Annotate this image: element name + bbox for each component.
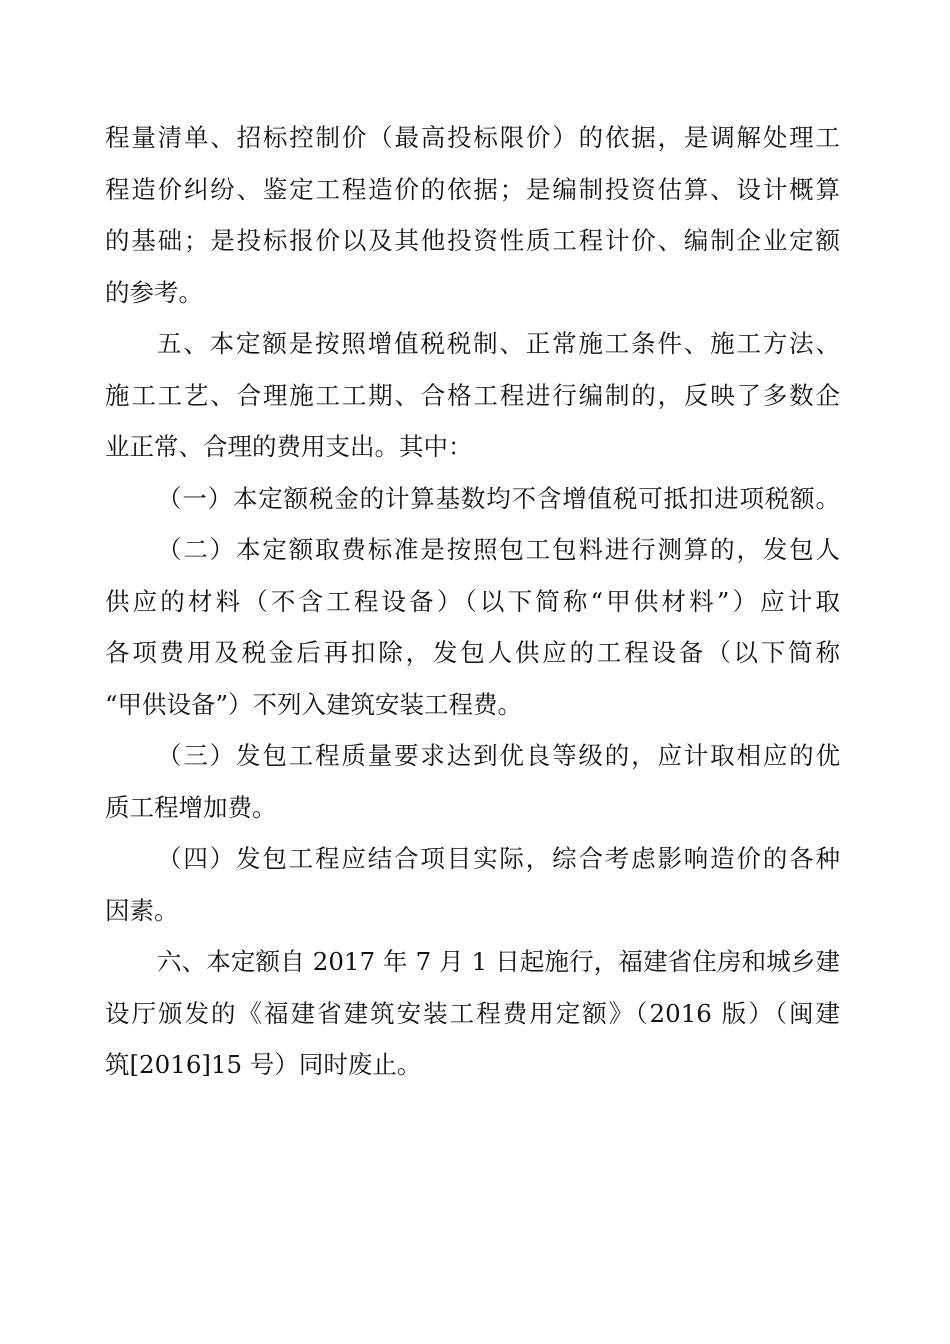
text-line: （三）发包工程质量要求达到优良等级的，应计取相应的优 [157, 741, 840, 770]
text-line: 程量清单、招标控制价（最高投标限价）的依据，是调解处理工 [105, 123, 840, 152]
text-line: 供应的材料（不含工程设备）（以下简称“甲供材料”）应计取 [105, 586, 840, 616]
text-line: “甲供设备”）不列入建筑安装工程费。 [105, 689, 523, 719]
paragraph-4-continuation [105, 112, 840, 318]
paragraph-6 [105, 936, 840, 1091]
text-line: 施工工艺、合理施工工期、合格工程进行编制的，反映了多数企 [105, 380, 840, 410]
paragraph-5-4 [105, 833, 840, 936]
document-page [105, 112, 840, 1091]
paragraph-5-3 [105, 730, 840, 833]
paragraph-5-2 [105, 524, 840, 730]
text-line: 筑[2016]15 号）同时废止。 [105, 1050, 422, 1079]
text-line: 因素。 [105, 895, 179, 925]
text-line: （一）本定额税金的计算基数均不含增值税可抵扣进项税额。 [157, 483, 840, 513]
text-line: 质工程增加费。 [105, 792, 277, 822]
paragraph-5 [105, 318, 840, 473]
text-line: 的基础；是投标报价以及其他投资性质工程计价、编制企业定额 [105, 226, 840, 255]
text-line: （四）发包工程应结合项目实际，综合考虑影响造价的各种 [157, 844, 840, 873]
text-line: 五、本定额是按照增值税税制、正常施工条件、施工方法、 [157, 329, 840, 358]
text-line: 业正常、合理的费用支出。其中： [105, 432, 473, 461]
text-line: 的参考。 [105, 277, 203, 307]
text-line: 程造价纠纷、鉴定工程造价的依据；是编制投资估算、设计概算 [105, 174, 840, 204]
text-line: 设厅颁发的《福建省建筑安装工程费用定额》（2016 版）（闽建 [105, 998, 840, 1028]
text-line: 六、本定额自 2017 年 7 月 1 日起施行，福建省住房和城乡建 [157, 947, 840, 976]
text-line: （二）本定额取费标准是按照包工包料进行测算的，发包人 [157, 535, 840, 564]
text-line: 各项费用及税金后再扣除，发包人供应的工程设备（以下简称 [105, 638, 840, 667]
paragraph-5-1 [105, 473, 840, 525]
